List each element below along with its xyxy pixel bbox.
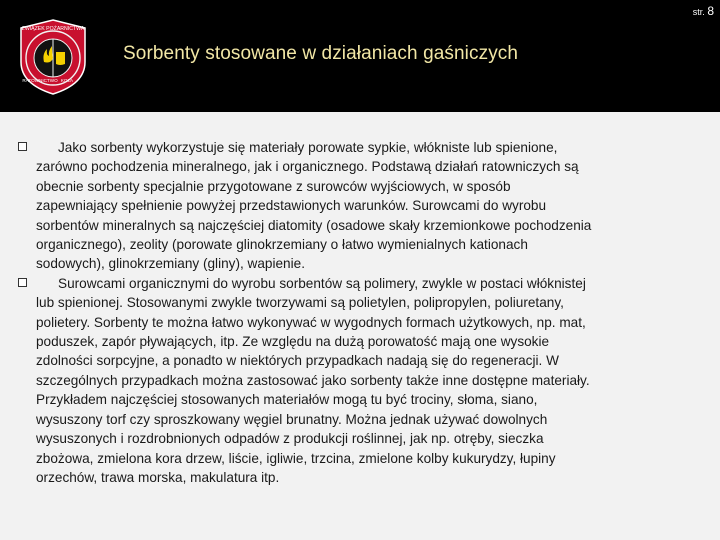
text-line: lub spienionej. Stosowanymi zwykle tworzywami są polietylen, polipropylen, poliuretany, bbox=[36, 295, 564, 311]
text-line: Jako sorbenty wykorzystuje się materiały porowate sypkie, włókniste lub spienione, bbox=[58, 140, 558, 155]
text-line: poduszek, zapór pływających, itp. Ze względu na dużą porowatość mają one wysokie bbox=[36, 334, 550, 350]
text-line: orzechów, trawa morska, makulatura itp. bbox=[36, 469, 280, 485]
slide-title: Sorbenty stosowane w działaniach gaśniczych bbox=[123, 43, 519, 64]
slide-header bbox=[0, 0, 720, 112]
logo-top-text: ZWIĄZEK POŻARNICTWA bbox=[21, 26, 85, 32]
slide-body bbox=[18, 138, 698, 487]
text-line: Przykładem najczęściej stosowanych materiałów mogą tu być trociny, słoma, siano, bbox=[36, 392, 538, 408]
text-line: sorbentów mineralnych są najczęściej diatomity (osadowe skały krzemionkowe pochodzenia bbox=[36, 217, 592, 233]
text-line: zarówno pochodzenia mineralnego, jak i organicznego. Podstawą działań ratowniczych są bbox=[36, 159, 579, 175]
text-line: szczególnych przypadkach można zastosować jako sorbenty także inne dostępne materiały. bbox=[36, 372, 590, 388]
page-number-value: 8 bbox=[707, 4, 714, 18]
logo-bottom-left-text: RATOWNICTWO bbox=[22, 78, 58, 83]
text-line: zapewniający spełnienie powyżej przedstawionych warunków. Surowcami do wyrobu bbox=[36, 198, 547, 214]
text-line: zbożowa, zmielona kora drzew, liście, igliwie, trzcina, zmielone kolby kukurydzy, łupiny bbox=[36, 450, 556, 466]
paragraph-1 bbox=[18, 138, 698, 274]
paragraph-2 bbox=[18, 274, 698, 487]
page-number bbox=[693, 4, 714, 18]
text-line: wysuszony torf czy sproszkowany węgiel brunatny. Można jednak używać dowolnych bbox=[36, 411, 548, 427]
text-line: wysuszonych i rozdrobnionych odpadów z produkcji roślinnej, jak np. otręby, sieczka bbox=[36, 431, 544, 447]
text-line: organicznego), zeolity (porowate glinokrzemiany o łatwo wymienialnych kationach bbox=[36, 237, 528, 253]
text-line: Surowcami organicznymi do wyrobu sorbentów są polimery, zwykle w postaci włóknistej bbox=[58, 275, 586, 291]
text-line: sodowych), glinokrzemiany (gliny), wapienie. bbox=[36, 256, 305, 272]
text-line: polietery. Sorbenty te można łatwo wykonywać w wygodnych formach użytkowych, np. mat, bbox=[36, 314, 586, 330]
square-bullet-icon bbox=[18, 278, 27, 287]
logo-bottom-right-text: KOŁA bbox=[60, 78, 74, 83]
text-line: obecnie sorbenty specjalnie przygotowane z surowców wyjściowych, w sposób bbox=[36, 178, 511, 194]
text-line: zdolności sorpcyjne, a ponadto w niektórych przypadkach nadają się do regeneracji. W bbox=[36, 353, 559, 369]
square-bullet-icon bbox=[18, 142, 27, 151]
fire-brigade-logo bbox=[18, 18, 88, 96]
page-label: str. bbox=[692, 7, 705, 17]
